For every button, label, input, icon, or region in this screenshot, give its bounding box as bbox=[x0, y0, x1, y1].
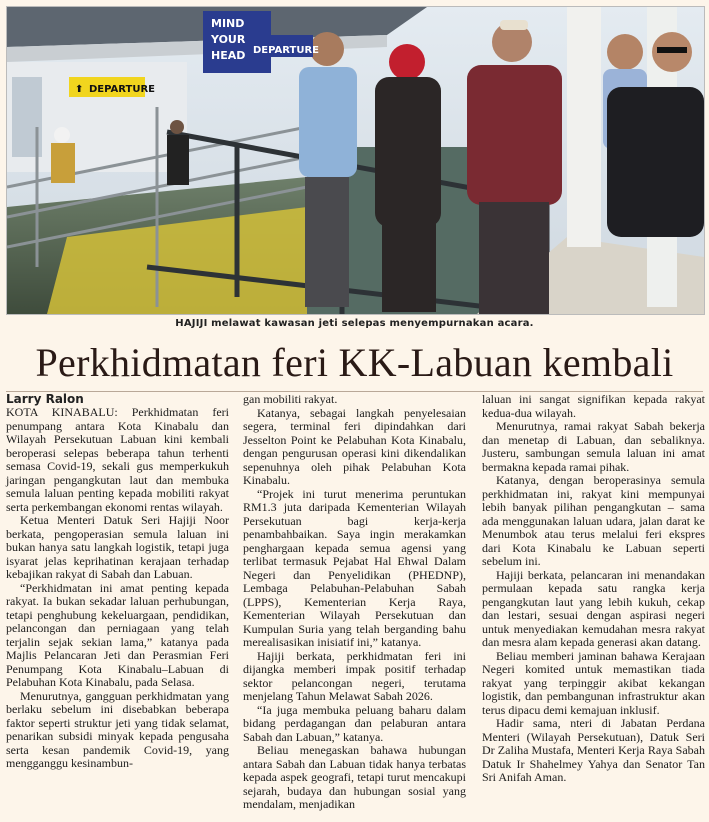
svg-text:DEPARTURE: DEPARTURE bbox=[89, 84, 156, 95]
paragraph: “Perkhidmatan ini amat penting kepada rakyat. Ia bukan sekadar laluan perhubungan, tetapi penghubung kekeluargaan, pendidikan, pelancongan dan perniagaan yang telah terjalin sejak sekian lama,” katanya pada Majlis Pelancaran Jeti dan Perasmian Feri Penumpang Kota Kinabalu–Labuan di Pelabuhan Kota Kinabalu, pada Selasa. bbox=[6, 580, 229, 689]
svg-text:⬆: ⬆ bbox=[75, 84, 84, 95]
paragraph: Ketua Menteri Datuk Seri Hajiji Noor berkata, pengoperasian semula laluan ini bukan hanya satu langkah logistik, tetapi juga isyarat jelas keprihatinan kerajaan terhadap kebajikan rakyat di Sabah dan Labuan. bbox=[6, 513, 229, 581]
departure-sign-top: DEPARTURE bbox=[253, 45, 320, 56]
paragraph: “Ia juga membuka peluang baharu dalam bidang perdagangan dan pelaburan antara Sabah dan Labuan,” katanya. bbox=[243, 702, 466, 744]
article-column-1 bbox=[6, 393, 229, 771]
jetty-scene-illustration bbox=[7, 7, 704, 314]
paragraph: Katanya, sebagai langkah penyelesaian segera, terminal feri dipindahkan dari Jesselton Point ke Pelabuhan Kota Kinabalu, dengan pengurusan operasi kini dikendalikan sepenuhnya oleh pihak Pelabuhan Kota Kinabalu. bbox=[243, 405, 466, 487]
svg-text:HEAD: HEAD bbox=[211, 49, 246, 62]
paragraph: “Projek ini turut menerima peruntukan RM1.3 juta daripada Kementerian Wilayah Persekutuan bagi kerja-kerja penambahbaikan. Saya ingin merakamkan penghargaan kepada semua agensi yang terlibat termasuk Pejabat Hal Ehwal Dalam Negeri dan Penyelidikan (PHEDNP), Lembaga Pelabuhan-Pelabuhan Sabah (LPPS), Kementerian Kerja Raya, Kementerian Wilayah Persekutuan dan Kumpulan Suria yang telah berganding bahu merealisasikan inisiatif ini,” katanya. bbox=[243, 486, 466, 649]
svg-text:MIND: MIND bbox=[211, 17, 245, 30]
news-photo bbox=[6, 6, 705, 315]
headline: Perkhidmatan feri KK-Labuan kembali bbox=[35, 340, 674, 385]
photo-caption: HAJIJI melawat kawasan jeti selepas menyempurnakan acara. bbox=[175, 318, 534, 329]
article-column-3 bbox=[482, 393, 705, 785]
paragraph: Hajiji berkata, perkhidmatan feri ini dijangka memberi impak positif terhadap sektor pelancongan negeri, terutama menjelang Tahun Melawat Sabah 2026. bbox=[243, 648, 466, 703]
paragraph: Beliau menegaskan bahawa hubungan antara Sabah dan Labuan tidak hanya terbatas kepada aspek geografi, tetapi turut mencakupi sejarah, budaya dan hubungan sosial yang mendalam, menjadikan bbox=[243, 743, 466, 811]
paragraph: Katanya, dengan beroperasinya semula perkhidmatan ini, rakyat kini mempunyai lebih banyak pilihan pengangkutan – sama ada menggunakan laluan udara, jalan darat ke Menumbok atau terus melalui feri ekspres dari Kota Kinabalu ke Labuan seperti sebelum ini. bbox=[482, 473, 705, 568]
paragraph: laluan ini sangat signifikan kepada rakyat kedua-dua wilayah. bbox=[482, 392, 705, 420]
paragraph: Hajiji berkata, pelancaran ini menandakan permulaan kepada satu rangka kerja pengangkutan laut yang lebih kukuh, cekap dan lestari, sesuai dengan aspirasi negeri untuk menyediakan kemudahan mesra rakyat dan mesra alam kepada generasi akan datang. bbox=[482, 567, 705, 649]
paragraph: gan mobiliti rakyat. bbox=[243, 392, 338, 406]
paragraph: Menurutnya, ramai rakyat Sabah bekerja dan menetap di Labuan, dan sebaliknya. Justeru, sambungan semula laluan ini amat bermakna kepada ramai pihak. bbox=[482, 419, 705, 474]
paragraph: Beliau memberi jaminan bahawa Kerajaan Negeri komited untuk memastikan tiada rakyat yang terpinggir akibat kekangan logistik, dan pembangunan infrastruktur akan terus dipacu demi kemajuan inklusif. bbox=[482, 648, 705, 717]
article-column-2 bbox=[243, 393, 466, 812]
svg-text:YOUR: YOUR bbox=[211, 33, 246, 46]
paragraph: KOTA KINABALU: Perkhidmatan feri penumpang antara Kota Kinabalu dan Wilayah Persekutuan Labuan kini kembali beroperasi selepas beberapa tahun terhenti semasa Covid-19, sekali gus memperkukuh jaringan pengangkutan laut dan membuka semula laluan penting kepada mobiliti rakyat serta perkembangan ekonomi rentas wilayah. bbox=[6, 405, 229, 514]
paragraph: Hadir sama, nteri di Jabatan Perdana Menteri (Wilayah Persekutuan), Datuk Seri Dr Zaliha Mustafa, Menteri Kerja Raya Sabah Datuk Ir Shahelmey Yahya dan Senator Tan Sri Anifah Aman. bbox=[482, 716, 705, 784]
paragraph: Menurutnya, gangguan perkhidmatan yang berlaku sebelum ini disebabkan beberapa faktor seperti struktur jeti yang tidak selamat, penarikan subsidi minyak kepada pengusaha serta kesan pandemik Covid-19, yang mengganggu kesinambun- bbox=[6, 688, 229, 770]
byline: Larry Ralon bbox=[6, 392, 84, 406]
